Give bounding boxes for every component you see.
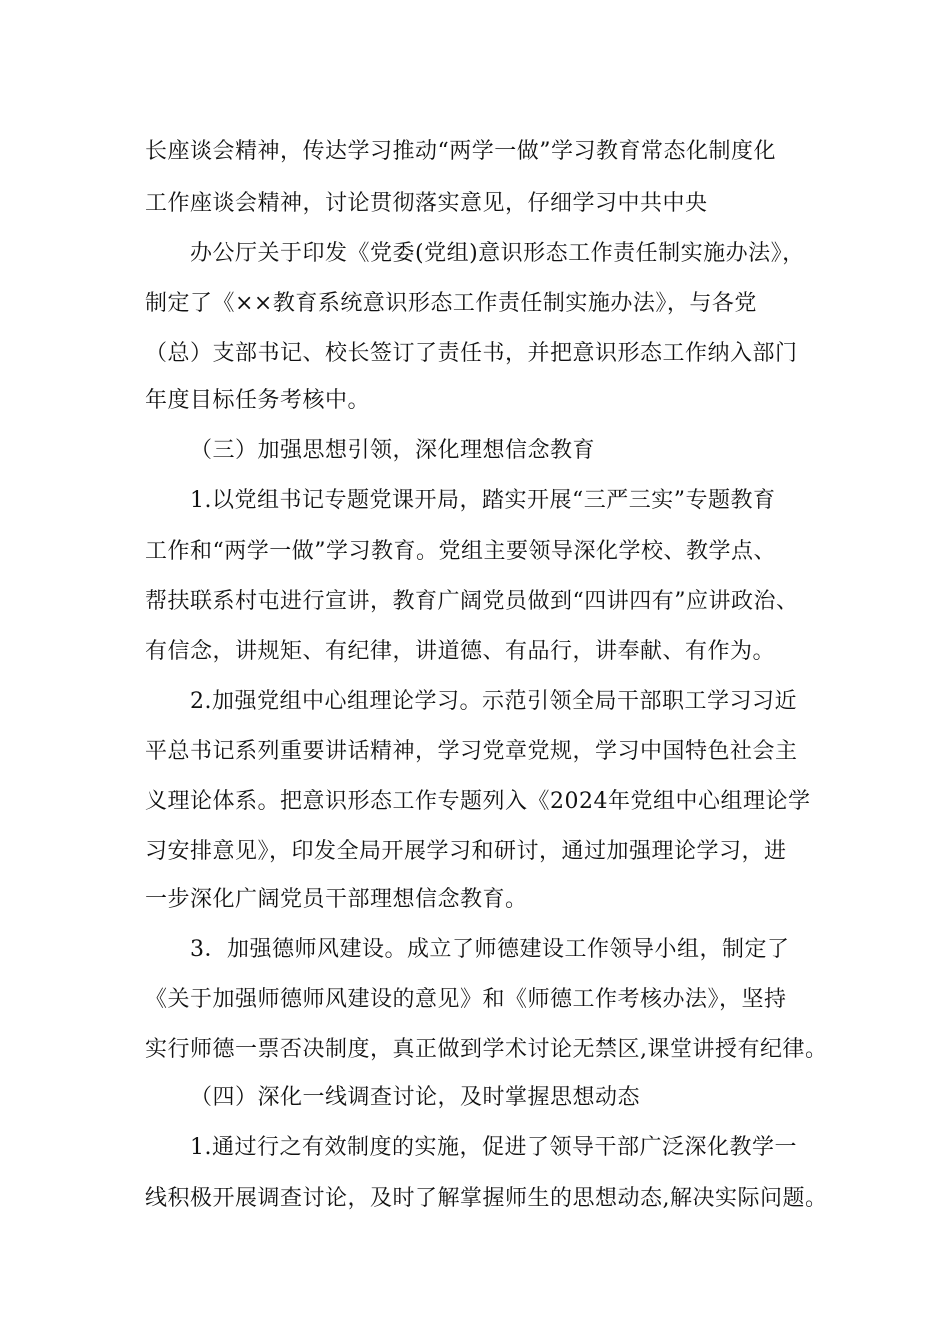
- text-line: 习安排意见》，印发全局开展学习和研讨，通过加强理论学习，进: [145, 839, 787, 864]
- text-line: 线积极开展调查讨论，及时了解掌握师生的思想动态,解决实际问题。: [145, 1186, 828, 1211]
- text-line: （总）支部书记、校长签订了责任书，并把意识形态工作纳入部门: [145, 341, 798, 366]
- text-line: 实行师德一票否决制度，真正做到学术讨论无禁区,课堂讲授有纪律。: [145, 1037, 828, 1062]
- text-line: 1.以党组书记专题党课开局，踏实开展“三严三实”专题教育: [190, 488, 776, 513]
- text-line: 工作座谈会精神，讨论贯彻落实意见，仔细学习中共中央: [145, 191, 708, 216]
- text-line: 《关于加强师德师风建设的意见》和《师德工作考核办法》，坚持: [145, 987, 787, 1012]
- text-line: 义理论体系。把意识形态工作专题列入《2024年党组中心组理论学: [145, 789, 811, 814]
- section-heading: （三）加强思想引领，深化理想信念教育: [190, 438, 596, 463]
- text-line: 1.通过行之有效制度的实施，促进了领导干部广泛深化教学一: [190, 1135, 797, 1160]
- text-line: 帮扶联系村屯进行宣讲，教育广阔党员做到“四讲四有”应讲政治、: [145, 589, 799, 614]
- section-heading: （四）深化一线调查讨论，及时掌握思想动态: [190, 1085, 641, 1110]
- text-line: 工作和“两学一做”学习教育。党组主要领导深化学校、教学点、: [145, 539, 776, 564]
- text-line: 长座谈会精神，传达学习推动“两学一做”学习教育常态化制度化: [145, 139, 776, 164]
- text-line: 办公厅关于印发《党委(党组)意识形态工作责任制实施办法》，: [190, 241, 805, 266]
- text-line: 年度目标任务考核中。: [145, 388, 371, 413]
- text-line: 2.加强党组中心组理论学习。示范引领全局干部职工学习习近: [190, 689, 797, 714]
- text-line: 有信念，讲规矩、有纪律，讲道德、有品行，讲奉献、有作为。: [145, 639, 776, 664]
- text-line: 平总书记系列重要讲话精神，学习党章党规，学习中国特色社会主: [145, 739, 798, 764]
- text-line: 3．加强德师风建设。成立了师德建设工作领导小组，制定了: [190, 937, 790, 962]
- text-line: 制定了《××教育系统意识形态工作责任制实施办法》，与各党: [145, 291, 757, 316]
- text-line: 一步深化广阔党员干部理想信念教育。: [145, 887, 528, 912]
